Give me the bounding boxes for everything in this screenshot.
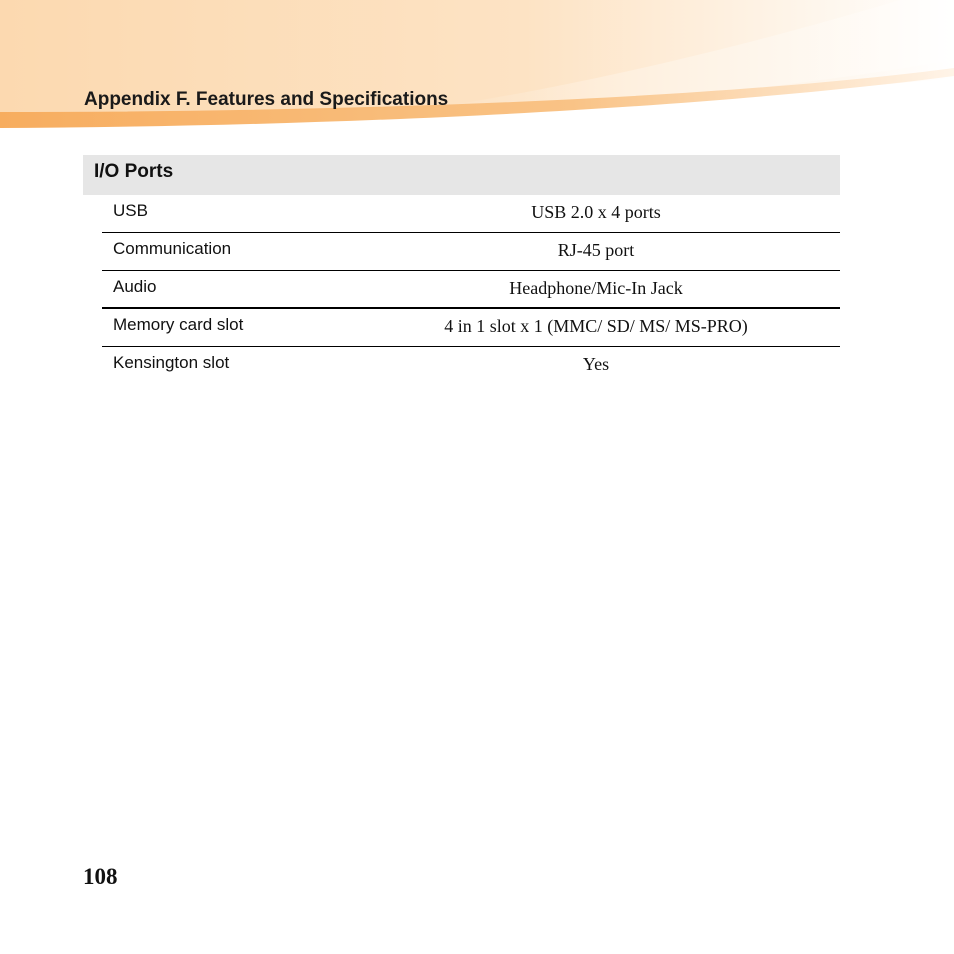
spec-value: USB 2.0 x 4 ports [531, 202, 661, 222]
table-row [102, 233, 840, 271]
spec-value: 4 in 1 slot x 1 (MMC/ SD/ MS/ MS-PRO) [444, 316, 748, 336]
header-title: Appendix F. Features and Specifications [84, 89, 449, 110]
spec-label: Audio [113, 277, 157, 296]
spec-table [102, 195, 840, 384]
header-band [0, 0, 954, 135]
page-number: 108 [83, 864, 118, 889]
spec-label: USB [113, 201, 148, 220]
spec-label: Memory card slot [113, 315, 244, 334]
spec-label: Communication [113, 239, 232, 258]
spec-label: Kensington slot [113, 353, 230, 372]
table-row [102, 195, 840, 233]
table-row [102, 347, 840, 384]
table-row [102, 271, 840, 309]
spec-value: RJ-45 port [557, 240, 635, 260]
spec-value: Headphone/Mic-In Jack [509, 278, 683, 298]
section-title: I/O Ports [94, 161, 174, 182]
table-row [102, 309, 840, 347]
spec-value: Yes [582, 354, 610, 374]
section-header [83, 155, 840, 195]
